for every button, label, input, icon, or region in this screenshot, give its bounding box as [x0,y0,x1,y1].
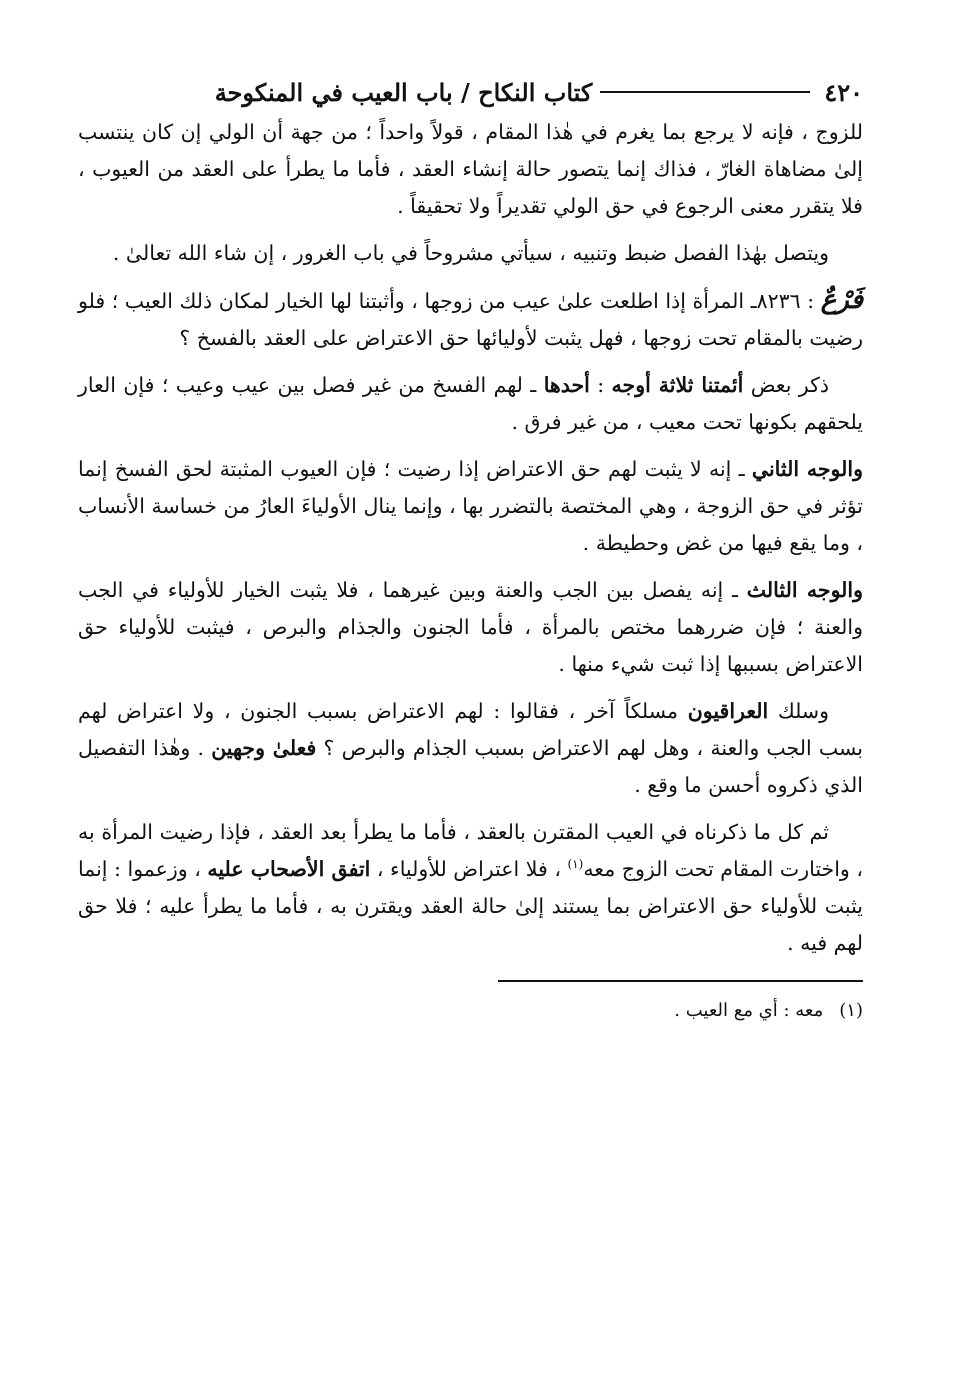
paragraph-text: وسلك [768,699,830,723]
paragraph-text: ـ إنه لا يثبت لهم حق الاعتراض إذا رضيت ؛ فإن العيوب المثبتة لحق الفسخ إنما تؤثر في حق الزوجة ، وهي المختصة بالتضرر بها ، وإنما ينال الأولياءَ العارُ من خساسة الأنساب ، وما يقع فيها من غض وحطيطة . [78,457,863,555]
paragraph-8 [78,814,863,962]
paragraph-3 [78,282,863,357]
book-page [78,70,863,1026]
page-header [78,70,863,114]
paragraph-text: ثم كل ما ذكرناه في العيب المقترن بالعقد ، فأما ما يطرأ بعد العقد ، فإذا رضيت المرأة به ، واختارت المقام تحت الزوج معه [78,820,863,881]
far-heading: فَرْعٌ [820,285,863,315]
bold-phrase: أحدها [543,373,590,397]
paragraph-text: : [589,373,612,397]
running-title: كتاب النكاح / باب العيب في المنكوحة [214,77,593,107]
body-text [78,114,863,962]
bold-phrase: والوجه الثالث [746,578,863,602]
paragraph-text: ـ إنه يفصل بين الجب والعنة وبين غيرهما ، فلا يثبت الخيار للأولياء في الجب والعنة ؛ فإن ضررهما مختص بالمرأة ، فأما الجنون والجذام والبرص ، فيثبت للأولياء حق الاعتراض بسببها إذا ثبت شيء منها . [78,578,863,676]
paragraph-text: ذكر بعض [743,373,829,397]
paragraph-text: ويتصل بهٰذا الفصل ضبط وتنبيه ، سيأتي مشروحاً في باب الغرور ، إن شاء الله تعالىٰ . [112,241,829,265]
header-rule [600,91,810,93]
footnote [78,996,863,1026]
paragraph-text: ، فلا اعتراض للأولياء ، [370,857,568,881]
paragraph-1 [78,114,863,225]
bold-phrase: أئمتنا ثلاثة أوجه [611,373,744,397]
paragraph-text: للزوج ، فإنه لا يرجع بما يغرم في هٰذا المقام ، قولاً واحداً ؛ من جهة أن الولي إن كان ينتسب إلىٰ مضاهاة الغارّ ، فذاك إنما يتصور حالة إنشاء العقد ، فأما ما يطرأ على العقد من العيوب ، فلا يتقرر معنى الرجوع في حق الولي تقديراً ولا تحقيقاً . [78,120,863,218]
page-number: ٤٢٠ [824,77,863,107]
paragraph-6 [78,572,863,683]
paragraph-5 [78,451,863,562]
bold-phrase: العراقيون [687,699,769,723]
footnote-ref: (١) [567,857,584,872]
footnote-text: معه : أي مع العيب . [674,1000,824,1021]
paragraph-text: ، وزعموا : إنما يثبت للأولياء حق الاعتراض بما يستند إلىٰ حالة العقد ويقترن به ، فأما ما يطرأ عليه ؛ فلا حق لهم فيه . [78,857,863,955]
footnote-number: (١) [839,1000,863,1021]
paragraph-text: ـ لهم الفسخ من غير فصل بين عيب وعيب ؛ فإن العار يلحقهم بكونها تحت معيب ، من غير فرق . [78,373,863,434]
paragraph-7 [78,693,863,804]
footnote-rule [498,980,863,982]
bold-phrase: فعلىٰ وجهين [211,736,317,760]
paragraph-text: : ٨٢٣٦ـ المرأة إذا اطلعت علىٰ عيب من زوجها ، وأثبتنا لها الخيار لمكان ذلك العيب ؛ فلو رضيت بالمقام تحت زوجها ، فهل يثبت لأوليائها حق الاعتراض على العقد بالفسخ ؟ [78,289,863,350]
bold-phrase: والوجه الثاني [751,457,863,481]
paragraph-text: مسلكاً آخر ، فقالوا : لهم الاعتراض بسبب الجنون ، ولا اعتراض لهم بسب الجب والعنة ، وهل لهم الاعتراض بسبب الجذام والبرص ؟ [78,699,864,760]
paragraph-text: . وهٰذا التفصيل الذي ذكروه أحسن ما وقع . [78,736,863,797]
paragraph-2 [78,235,863,272]
bold-phrase: اتفق الأصحاب عليه [207,857,371,881]
paragraph-4 [78,367,863,441]
